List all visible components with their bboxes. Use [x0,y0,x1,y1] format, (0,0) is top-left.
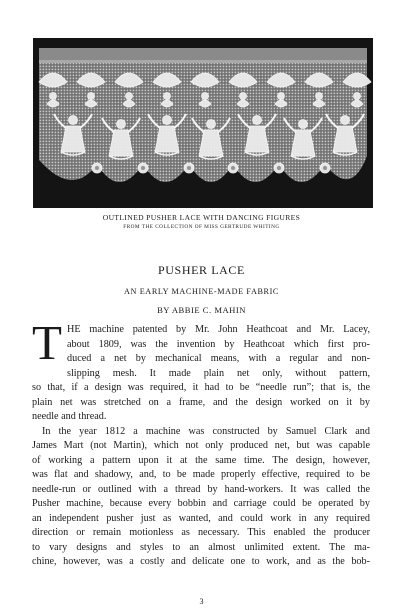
body-line: plain net was stretched on a frame, and the design worked on it by [32,396,370,408]
lace-photograph [33,38,373,208]
figure-caption: OUTLINED PUSHER LACE WITH DANCING FIGURES [102,213,301,222]
body-line: needle and thread. [32,411,107,422]
body-line: direction or remain motionless as necessary. This enabled the producer [32,527,370,538]
lace-flower-motif [278,93,285,100]
body-line: needle-run or outlined with a thread by hand-workers. It was called the [32,483,370,495]
article-title: PUSHER LACE [158,263,245,277]
article-subtitle: AN EARLY MACHINE-MADE FABRIC [124,287,279,296]
dancing-figure-head [207,120,216,129]
lace-flower-center [187,166,191,170]
lace-flower-center [141,166,145,170]
body-line: Pusher machine, because every bobbin and carriage could be operated by [32,498,370,509]
body-line: slipping mesh. It made plain net only, without pattern, [67,367,370,379]
dancing-figure-head [253,116,262,125]
body-line: was flat and shadowy, and, to be made properly effective, required to be [32,469,370,480]
lace-flower-motif [88,93,95,100]
body-line: James Mart (not Martin), which not only produced net, but was capable [32,440,370,451]
page-number: 3 [199,597,204,606]
lace-flower-motif [202,93,209,100]
body-line: of working a pattern upon it at the same time. The design, however, [32,454,370,466]
dancing-figure-head [163,116,172,125]
dancing-figure-head [117,120,126,129]
body-line: In the year 1812 a machine was constructed by Samuel Clark and [42,425,370,437]
lace-image [33,38,373,208]
dancing-figure-head [69,116,78,125]
body-line: about 1809, was the invention by Heathcoat which first pro- [67,338,370,350]
lace-flower-center [95,166,99,170]
lace-flower-motif [240,93,247,100]
body-line: HE machine patented by Mr. John Heathcoat and Mr. Lacey, [67,324,370,335]
lace-flower-motif [126,93,133,100]
lace-flower-motif [354,93,361,100]
body-line: to vary designs and styles to an almost unlimited extent. The ma- [32,541,370,553]
lace-flower-motif [50,93,57,100]
body-line: duced a net by mechanical means, with a regular and non- [67,353,370,364]
dancing-figure-head [341,116,350,125]
drop-cap: T [32,315,62,370]
dancing-figure-head [299,120,308,129]
lace-flower-center [231,166,235,170]
article-byline: BY ABBIE C. MAHIN [157,305,246,315]
figure-credit: FROM THE COLLECTION OF MISS GERTRUDE WHITING [123,224,280,230]
lace-flower-motif [164,93,171,100]
body-line: chine, however, was a costly and delicate one to work, and as the bob- [32,556,370,567]
lace-flower-center [277,166,281,170]
lace-flower-motif [316,93,323,100]
body-line: so that, if a design was required, it had to be “needle run”; that is, the [32,382,370,393]
body-line: an independent pusher just as wanted, and could work in any required [32,512,370,524]
lace-flower-center [323,166,327,170]
